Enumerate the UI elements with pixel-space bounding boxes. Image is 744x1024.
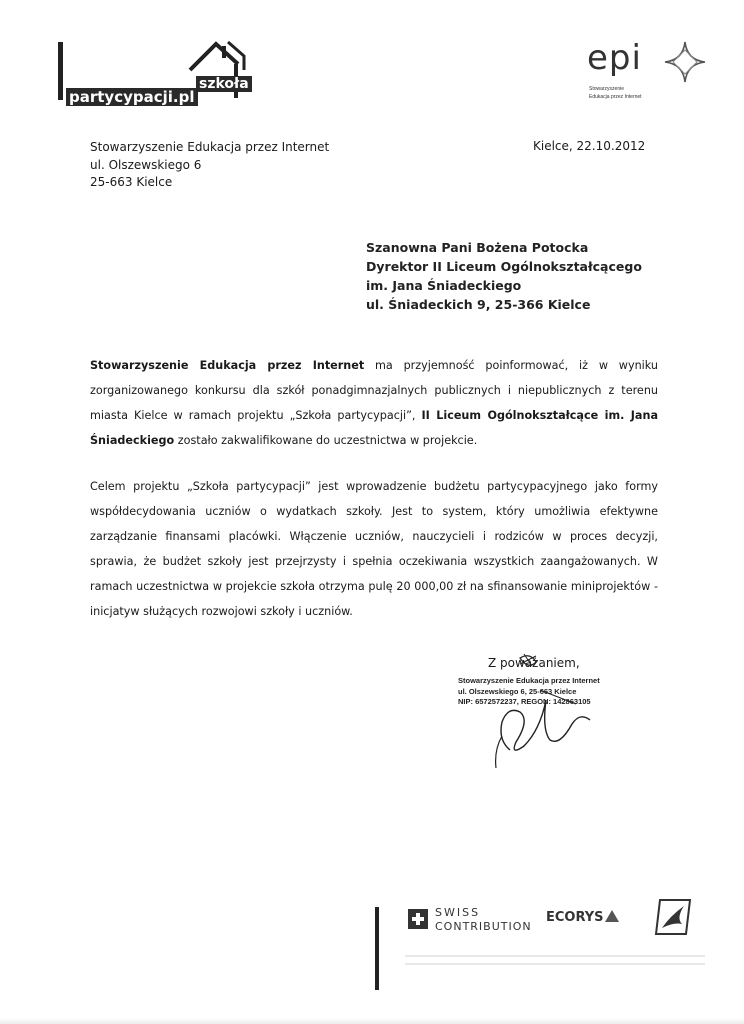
body-paragraph-2: Celem projektu „Szkoła partycypacji” jest wprowadzenie budżetu partycypacyjnego jako formy współdecydowania uczniów o wydatkach szkoły. Jest to system, który umożliwia efektywne zarządzanie finansami placówki. Włączenie uczniów, nauczycieli i rodziców w proces decyzji, sprawia, że budżet szkoły jest przejrzysty i spełnia oczekiwania wszystkich zaangażowanych. W ramach uczestnictwa w projekcie szkoła otrzyma pulę 20 000,00 zł na sfinansowanie miniprojektów - inicjatyw służących rozwojowi szkoły i uczniów. [90,480,658,618]
faint-line [405,963,705,965]
swiss-contribution-logo-top: SWISS [435,906,481,919]
sender-line: Stowarzyszenie Edukacja przez Internet [90,140,330,154]
recipient-address [366,238,642,314]
swiss-cross-icon [408,909,428,929]
stamp-line: ul. Olszewskiego 6, 25-663 Kielce [458,686,577,696]
epi-logo [585,38,715,108]
faint-line [405,955,705,957]
paragraph-bold-text: II Liceum Ogólnokształcące im. Jana Śniadeckiego [90,409,658,447]
paragraph-text: ma przyjemność poinformować, iż w wyniku zorganizowanego konkursu dla szkół ponadgimnazjalnych publicznych i niepublicznych z terenu miasta Kielce w ramach projektu „Szkoła partycypacji”, [90,359,658,422]
recipient-line: ul. Śniadeckich 9, 25-366 Kielce [366,297,591,312]
logo-word-top: szkoła [196,76,252,92]
bird-icon [654,898,692,936]
stamp-line: Stowarzyszenie Edukacja przez Internet [458,676,600,685]
sender-line: 25-663 Kielce [90,175,173,189]
paragraph-text: zostało zakwalifikowane do uczestnictwa w projekcie. [174,434,478,447]
handwritten-signature [480,650,610,770]
recipient-line: im. Jana Śniadeckiego [366,278,522,293]
epi-logo-text: epi [587,38,642,78]
body-paragraph-1 [90,353,658,453]
epi-logo-subtitle-1: Stowarzyszenie [589,86,625,92]
letter-date: Kielce, 22.10.2012 [533,139,646,153]
recipient-line: Dyrektor II Liceum Ogólnokształcącego [366,259,642,274]
stamp-line: NIP: 6572572237, REGON: 142863105 [458,697,591,706]
closing-phrase: Z poważaniem, [488,656,580,670]
scan-edge [0,1018,744,1024]
star-icon [663,40,707,84]
footer-divider [375,907,379,990]
ecorys-logo: ECORYS [546,910,604,925]
triangle-icon [604,909,620,923]
logo-word-bottom: partycypacji.pl [66,88,198,106]
paragraph-bold-text: Stowarzyszenie Edukacja przez Internet [90,359,365,372]
epi-logo-subtitle-2: Edukacja przez Internet [589,94,642,100]
recipient-line: Szanowna Pani Bożena Potocka [366,240,589,255]
footer-faint-text [405,955,705,977]
szkola-partycypacji-logo [58,40,258,104]
logo-bar [58,42,63,100]
sender-line: ul. Olszewskiego 6 [90,157,202,172]
swiss-contribution-logo-bottom: CONTRIBUTION [435,920,532,933]
sender-address [90,139,329,192]
